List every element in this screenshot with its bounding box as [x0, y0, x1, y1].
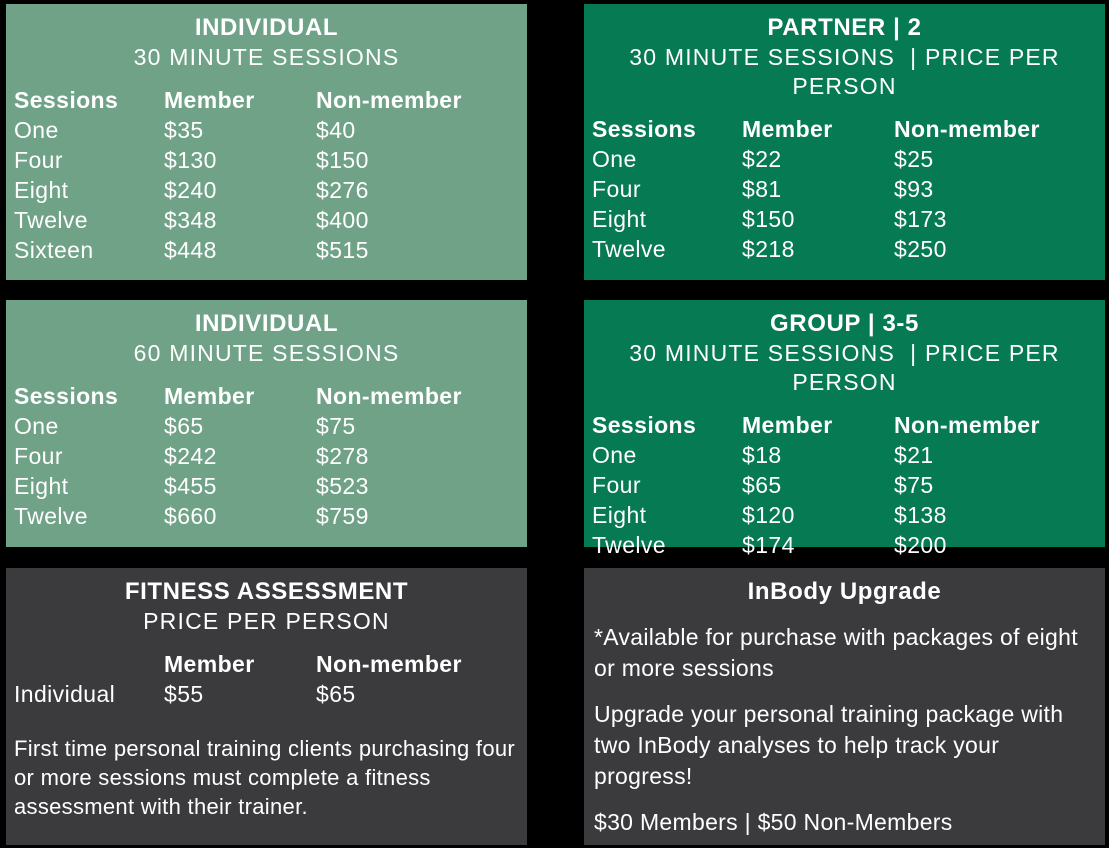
- member-price-cell: $660: [164, 502, 217, 529]
- table-row: [592, 204, 1097, 234]
- member-price-cell: $242: [164, 442, 217, 469]
- column-header-member: Member: [164, 382, 255, 409]
- non-member-price-cell: $138: [894, 501, 947, 528]
- panel-title: FITNESS ASSESSMENT: [124, 578, 409, 605]
- non-member-price-cell: $250: [894, 235, 947, 262]
- table-row: [14, 115, 519, 145]
- sessions-cell: Twelve: [14, 206, 88, 233]
- non-member-price-cell: $40: [316, 116, 356, 143]
- sessions-cell: One: [14, 116, 59, 143]
- sessions-cell: One: [14, 412, 59, 439]
- non-member-price-cell: $93: [894, 175, 934, 202]
- table-row: [14, 501, 519, 531]
- sessions-cell: Eight: [592, 501, 647, 528]
- sessions-cell: Individual: [14, 680, 116, 707]
- table-row: [14, 145, 519, 175]
- sessions-cell: Four: [592, 471, 641, 498]
- panel-inbody-upgrade: [584, 568, 1105, 845]
- sessions-cell: One: [592, 145, 637, 172]
- column-header-non-member: Non-member: [316, 86, 462, 113]
- inbody-pricing: $30 Members | $50 Non-Members: [594, 809, 953, 835]
- panel-individual-30min: [6, 4, 527, 280]
- member-price-cell: $55: [164, 680, 204, 707]
- sessions-cell: Eight: [592, 205, 647, 232]
- non-member-price-cell: $75: [894, 471, 934, 498]
- price-table: [592, 114, 1097, 264]
- table-row: [592, 470, 1097, 500]
- panel-title: INDIVIDUAL: [194, 310, 339, 337]
- table-row: [592, 500, 1097, 530]
- column-header-non-member: Non-member: [894, 115, 1040, 142]
- sessions-cell: Twelve: [14, 502, 88, 529]
- panel-fitness-assessment: [6, 568, 527, 845]
- panel-individual-60min: [6, 300, 527, 547]
- non-member-price-cell: $75: [316, 412, 356, 439]
- member-price-cell: $218: [742, 235, 795, 262]
- column-header-sessions: Sessions: [14, 86, 119, 113]
- member-price-cell: $130: [164, 146, 217, 173]
- table-row: [14, 471, 519, 501]
- non-member-price-cell: $278: [316, 442, 369, 469]
- column-header-non-member: Non-member: [316, 650, 462, 677]
- sessions-cell: Four: [592, 175, 641, 202]
- table-header-row: [592, 410, 1097, 440]
- panel-subtitle: 30 MINUTE SESSIONS | PRICE PER PERSON: [629, 44, 1060, 99]
- table-header-row: [592, 114, 1097, 144]
- non-member-price-cell: $173: [894, 205, 947, 232]
- table-row: [14, 679, 519, 709]
- sessions-cell: Twelve: [592, 531, 666, 558]
- column-header-member: Member: [164, 650, 255, 677]
- non-member-price-cell: $150: [316, 146, 369, 173]
- table-row: [592, 234, 1097, 264]
- non-member-price-cell: $523: [316, 472, 369, 499]
- member-price-cell: $174: [742, 531, 795, 558]
- non-member-price-cell: $65: [316, 680, 356, 707]
- column-header-member: Member: [742, 115, 833, 142]
- non-member-price-cell: $759: [316, 502, 369, 529]
- panel-subtitle: 30 MINUTE SESSIONS: [133, 44, 400, 70]
- member-price-cell: $35: [164, 116, 204, 143]
- non-member-price-cell: $400: [316, 206, 369, 233]
- price-table: [14, 85, 519, 265]
- table-row: [592, 144, 1097, 174]
- sessions-cell: Four: [14, 442, 63, 469]
- price-table: [14, 381, 519, 531]
- sessions-cell: Four: [14, 146, 63, 173]
- table-header-row: [14, 649, 519, 679]
- column-header-member: Member: [164, 86, 255, 113]
- table-row: [592, 440, 1097, 470]
- panel-subtitle: 30 MINUTE SESSIONS | PRICE PER PERSON: [629, 340, 1060, 395]
- sessions-cell: Sixteen: [14, 236, 94, 263]
- table-row: [14, 441, 519, 471]
- column-header-blank: [14, 649, 164, 679]
- table-row: [592, 530, 1097, 560]
- sessions-cell: Twelve: [592, 235, 666, 262]
- panel-title: InBody Upgrade: [747, 578, 942, 605]
- member-price-cell: $81: [742, 175, 782, 202]
- table-header-row: [14, 381, 519, 411]
- table-row: [14, 411, 519, 441]
- price-table: [14, 649, 519, 709]
- member-price-cell: $120: [742, 501, 795, 528]
- panel-subtitle: PRICE PER PERSON: [143, 608, 390, 634]
- non-member-price-cell: $515: [316, 236, 369, 263]
- member-price-cell: $22: [742, 145, 782, 172]
- fitness-assessment-note: First time personal training clients purchasing four or more sessions must complete a fitness assessment with their trainer.: [14, 736, 516, 819]
- inbody-paragraphs: [594, 622, 1095, 838]
- member-price-cell: $18: [742, 441, 782, 468]
- non-member-price-cell: $200: [894, 531, 947, 558]
- table-row: [592, 174, 1097, 204]
- member-price-cell: $65: [742, 471, 782, 498]
- column-header-sessions: Sessions: [14, 382, 119, 409]
- member-price-cell: $150: [742, 205, 795, 232]
- column-header-sessions: Sessions: [592, 115, 697, 142]
- member-price-cell: $455: [164, 472, 217, 499]
- column-header-sessions: Sessions: [592, 411, 697, 438]
- non-member-price-cell: $21: [894, 441, 934, 468]
- table-row: [14, 175, 519, 205]
- panel-partner-2: [584, 4, 1105, 280]
- price-table: [592, 410, 1097, 560]
- non-member-price-cell: $276: [316, 176, 369, 203]
- member-price-cell: $348: [164, 206, 217, 233]
- panel-group-3-5: [584, 300, 1105, 558]
- non-member-price-cell: $25: [894, 145, 934, 172]
- column-header-non-member: Non-member: [316, 382, 462, 409]
- column-header-member: Member: [742, 411, 833, 438]
- inbody-description: Upgrade your personal training package with two InBody analyses to help track your progress!: [594, 701, 1064, 789]
- panel-title: PARTNER | 2: [767, 14, 922, 41]
- table-row: [14, 205, 519, 235]
- column-header-non-member: Non-member: [894, 411, 1040, 438]
- sessions-cell: One: [592, 441, 637, 468]
- panel-subtitle: 60 MINUTE SESSIONS: [133, 340, 400, 366]
- table-row: [14, 235, 519, 265]
- panel-title: INDIVIDUAL: [194, 14, 339, 41]
- panel-title: GROUP | 3-5: [770, 310, 919, 337]
- sessions-cell: Eight: [14, 176, 69, 203]
- table-header-row: [14, 85, 519, 115]
- sessions-cell: Eight: [14, 472, 69, 499]
- member-price-cell: $65: [164, 412, 204, 439]
- member-price-cell: $240: [164, 176, 217, 203]
- inbody-availability-note: *Available for purchase with packages of eight or more sessions: [594, 624, 1078, 681]
- member-price-cell: $448: [164, 236, 217, 263]
